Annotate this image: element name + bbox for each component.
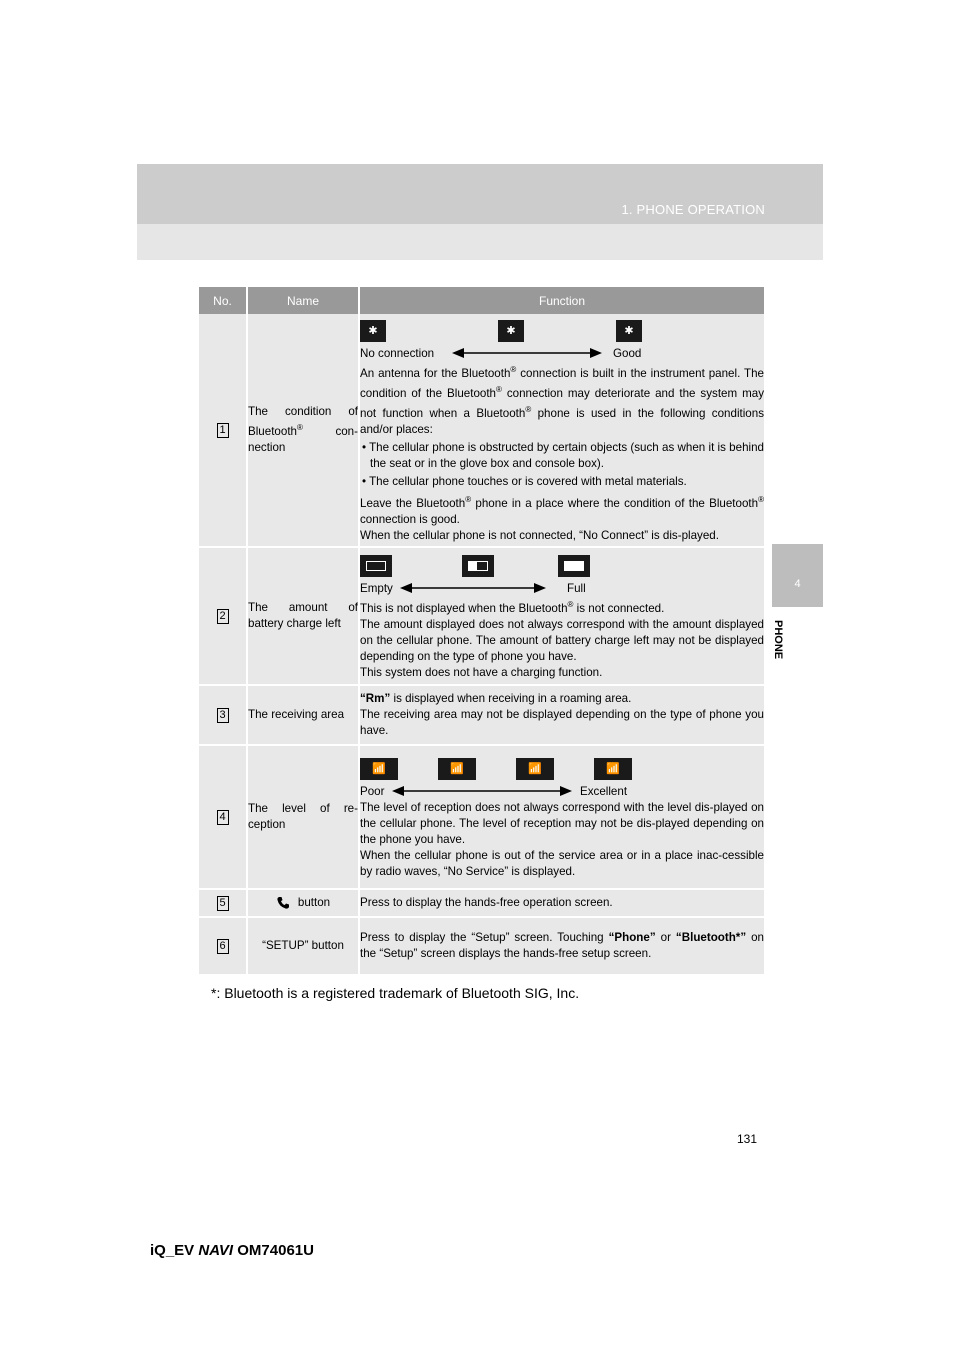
bluetooth-none-icon: ✱ — [360, 320, 386, 342]
bullet-item: • The cellular phone is obstructed by certain objects (such as when it is behind the seat or in the glove box and console box). — [360, 440, 764, 472]
table-row — [199, 685, 764, 745]
model-code: iQ_EV NAVI OM74061U — [150, 1242, 314, 1259]
row-function — [359, 547, 764, 685]
row-function: Press to display the hands-free operation screen. — [359, 889, 764, 917]
battery-full-icon — [558, 555, 590, 577]
paragraph: The amount displayed does not always correspond with the amount displayed on the cellular phone. The amount of battery charge left may not be displayed depending on the type of phone you have. — [360, 617, 764, 663]
row-name: The condition of Bluetooth® con-nection — [247, 314, 359, 547]
row-name: button — [247, 889, 359, 917]
row-function — [359, 745, 764, 889]
table-row — [199, 889, 764, 917]
page-number: 131 — [737, 1132, 758, 1146]
row-name: The receiving area — [247, 685, 359, 745]
row-number: 4 — [217, 810, 229, 825]
scale-left-label: No connection — [360, 347, 435, 361]
paragraph: This is not displayed when the Bluetooth® is not connected. — [360, 600, 665, 615]
paragraph: The receiving area may not be displayed depending on the type of phone you have. — [360, 708, 764, 737]
paragraph: An antenna for the Bluetooth® connection is built in the instrument panel. The condition of the Bluetooth® connection may deteriorate and the system may not function when a Bluetooth® phone is used in the following conditions and/or places: — [360, 365, 765, 436]
scale-right-label: Good — [613, 347, 642, 361]
chapter-tab — [772, 544, 823, 607]
scale-right-label: Excellent — [580, 785, 628, 798]
row-number: 3 — [217, 708, 229, 723]
row-number: 1 — [217, 423, 229, 438]
battery-half-icon — [462, 555, 494, 577]
header-bar — [137, 164, 823, 224]
signal-low-icon: 📶 — [438, 758, 476, 780]
header-sub-bar — [137, 224, 823, 260]
paragraph: This system does not have a charging function. — [360, 665, 603, 679]
paragraph: Leave the Bluetooth® phone in a place where the condition of the Bluetooth® connection is good. — [360, 494, 764, 526]
double-arrow-icon — [392, 786, 572, 796]
col-header-name: Name — [247, 287, 359, 314]
signal-poor-icon: 📶 — [360, 758, 398, 780]
bullet-item: • The cellular phone touches or is covered with metal materials. — [360, 474, 764, 490]
double-arrow-icon — [400, 583, 546, 593]
row-number: 2 — [217, 609, 229, 624]
col-header-no: No. — [199, 287, 247, 314]
signal-excellent-icon: 📶 — [594, 758, 632, 780]
row-name: The amount of battery charge left — [247, 547, 359, 685]
scale-left-label: Poor — [360, 785, 385, 798]
table-row — [199, 745, 764, 889]
chapter-number: 4 — [794, 578, 801, 590]
signal-mid-icon: 📶 — [516, 758, 554, 780]
paragraph: When the cellular phone is not connected, “No Connect” is dis-played. — [360, 528, 719, 542]
row-name: “SETUP” button — [247, 917, 359, 975]
table-row — [199, 547, 764, 685]
scale-right-label: Full — [567, 582, 586, 596]
row-number: 6 — [217, 939, 229, 954]
footnote: *: Bluetooth is a registered trademark of Bluetooth SIG, Inc. — [211, 985, 580, 1001]
col-header-function: Function — [359, 287, 764, 314]
chapter-label: PHONE — [772, 620, 784, 660]
table-row — [199, 314, 764, 547]
bluetooth-mid-icon: ✱ — [498, 320, 524, 342]
row-function — [359, 314, 764, 547]
row-name: The level of re-ception — [247, 745, 359, 889]
phone-icon — [276, 896, 290, 910]
paragraph: When the cellular phone is out of the service area or in a place inac-cessible by radio waves, “No Service” is displayed. — [360, 849, 764, 878]
row-function: Press to display the “Setup” screen. Touching “Phone” or “Bluetooth*” on the “Setup” screen displays the hands-free setup screen. — [359, 917, 764, 975]
bluetooth-good-icon: ✱ — [616, 320, 642, 342]
section-title: 1. PHONE OPERATION — [621, 202, 765, 217]
paragraph: The level of reception does not always correspond with the level dis-played on the cellular phone. The level of reception may not be dis-played depending on the phone you have. — [360, 801, 764, 846]
battery-empty-icon — [360, 555, 392, 577]
row-number: 5 — [217, 896, 229, 911]
table-header-row — [199, 287, 764, 314]
row-function — [359, 685, 764, 745]
function-table — [199, 287, 764, 976]
table-row — [199, 917, 764, 975]
paragraph: “Rm” is displayed when receiving in a roaming area. — [360, 692, 632, 705]
scale-left-label: Empty — [360, 582, 393, 596]
double-arrow-icon — [452, 348, 602, 358]
